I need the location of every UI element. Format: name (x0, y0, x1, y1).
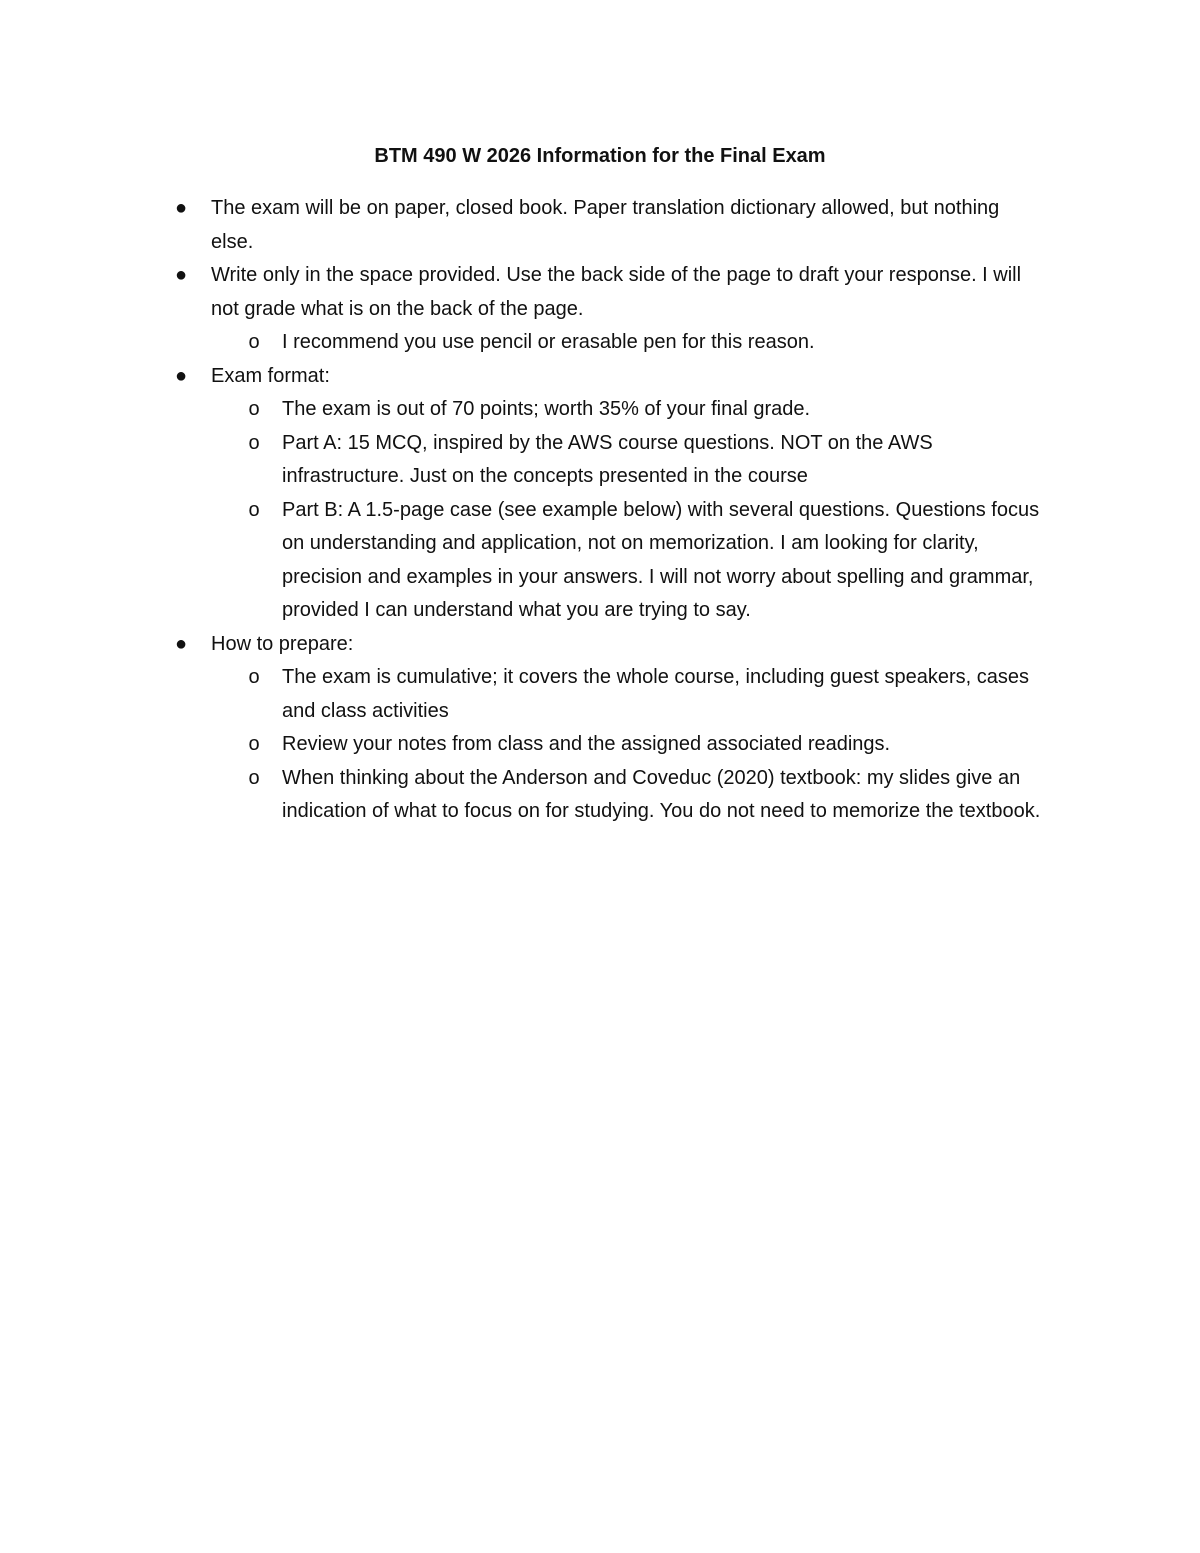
bullet-icon: ● (174, 264, 188, 286)
list-item (0, 628, 1041, 829)
sub-list-item (0, 393, 1042, 427)
sub-list-item (0, 728, 1042, 762)
sub-list-item (0, 326, 1042, 360)
sub-bullet-icon: o (248, 766, 260, 789)
list-item-text: The exam will be on paper, closed book. Paper translation dictionary allowed, but nothing else. (211, 197, 1000, 253)
sub-list (211, 393, 1041, 628)
sub-list-item (0, 661, 1042, 728)
sub-bullet-icon: o (248, 666, 260, 688)
sub-bullet-icon: o (248, 331, 260, 353)
list-item (0, 192, 1041, 259)
list-item-text: How to prepare: (211, 632, 354, 655)
sub-bullet-icon: o (248, 498, 260, 521)
sub-list-item (0, 427, 1042, 494)
sub-list-item-text: The exam is out of 70 points; worth 35% of your final grade. (282, 398, 811, 420)
bullet-icon: ● (174, 197, 188, 219)
sub-list-item-text: When thinking about the Anderson and Coveduc (2020) textbook: my slides give an indication of what to focus on for studying. You do not need to memorize the textbook. (282, 766, 1041, 822)
sub-list-item-text: Review your notes from class and the assigned associated readings. (282, 733, 891, 755)
sub-list (211, 326, 1041, 360)
list-item-text: Exam format: (211, 364, 330, 387)
sub-list-item-text: Part B: A 1.5-page case (see example below) with several questions. Questions focus on understanding and application, not on memorization. I am looking for clarity, precision and examples in your answers. I will not worry about spelling and grammar, provided I can understand what you are trying to say. (282, 498, 1040, 621)
bullet-list (0, 192, 1200, 829)
sub-list-item-text: The exam is cumulative; it covers the whole course, including guest speakers, cases and class activities (282, 666, 1030, 722)
sub-list-item (0, 494, 1042, 628)
list-item (0, 360, 1041, 628)
sub-bullet-icon: o (248, 733, 260, 755)
sub-list-item-text: Part A: 15 MCQ, inspired by the AWS course questions. NOT on the AWS infrastructure. Just on the concepts presented in the course (282, 431, 933, 487)
document-title: BTM 490 W 2026 Information for the Final Exam (374, 145, 826, 167)
bullet-icon: ● (174, 632, 188, 655)
sub-list (211, 661, 1041, 829)
sub-bullet-icon: o (248, 431, 260, 454)
sub-bullet-icon: o (248, 398, 260, 420)
list-item-text: Write only in the space provided. Use the back side of the page to draft your response. I will not grade what is on the back of the page. (211, 264, 1022, 320)
sub-list-item-text: I recommend you use pencil or erasable pen for this reason. (282, 331, 815, 353)
bullet-icon: ● (174, 364, 188, 387)
sub-list-item (0, 762, 1042, 829)
list-item (0, 259, 1041, 360)
